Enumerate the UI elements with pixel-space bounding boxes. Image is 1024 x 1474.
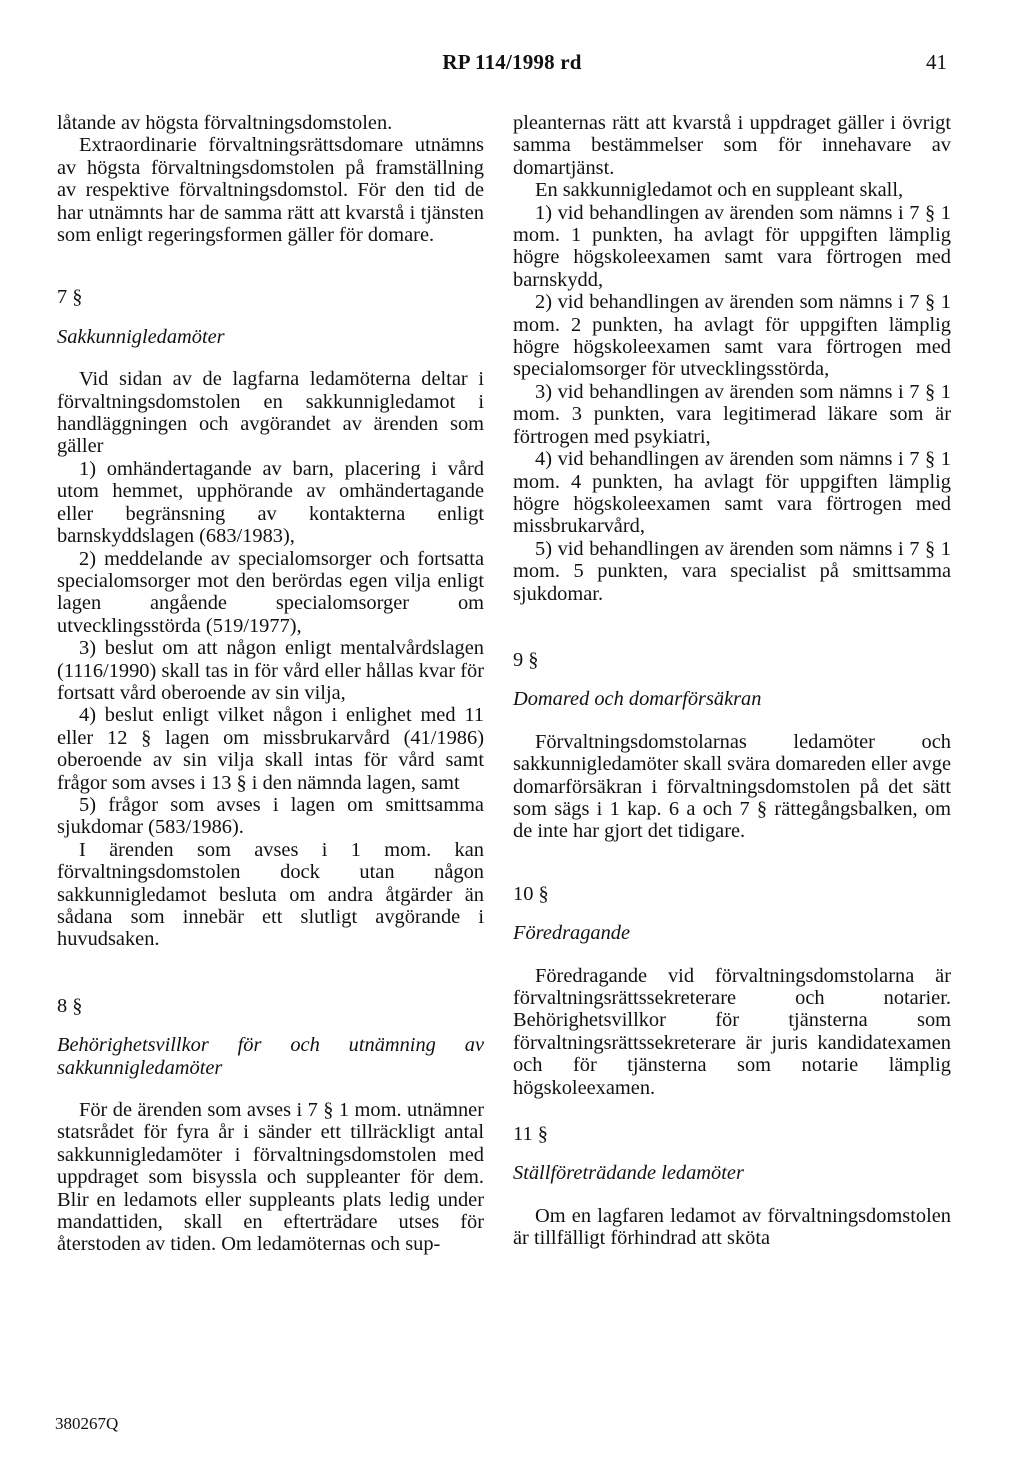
- section-title: Ställföreträdande ledamöter: [513, 1162, 744, 1185]
- list-item: 1) omhändertagande av barn, placering i vård utom hemmet, upphörande av omhändertagande eller begränsning av kontakterna enligt barnskyddslagen (683/1983),: [57, 457, 484, 548]
- page-number: 41: [926, 50, 947, 74]
- paragraph: Om en lagfaren ledamot av förvaltningsdomstolen är tillfälligt förhindrad att sköta: [513, 1204, 951, 1250]
- section-title: Föredragande: [513, 922, 631, 945]
- list-item: 2) meddelande av specialomsorger och fortsatta specialomsorger mot den berördas egen vilja enligt lagen angående specialomsorger om utvecklingsstörda (519/1977),: [57, 547, 484, 637]
- paragraph: Extraordinarie förvaltningsrättsdomare utnämns av högsta förvaltningsdomstolen på framställning av respektive förvaltningsdomstol. För den tid de har utnämnts har de samma rätt att kvarstå i tjänsten som enligt regeringsformen gäller för domare.: [57, 134, 484, 247]
- left-column: [57, 112, 484, 1256]
- section-number: 11 §: [513, 1123, 548, 1146]
- paragraph: Föredragande vid förvaltningsdomstolarna är förvaltningsrättssekreterare och notarier. Behörighetsvillkor för tjänsterna som förvaltningsrättssekreterare är juris kandidatexamen och för tjänsterna som notarie lämplig högskoleexamen.: [513, 964, 951, 1099]
- section-number: 8 §: [57, 994, 83, 1017]
- paragraph: Förvaltningsdomstolarnas ledamöter och sakkunnigledamöter skall svära domareden eller avge domarförsäkran i förvaltningsdomstolen på det sätt som sägs i 1 kap. 6 a och 7 § rättegångsbalken, om de inte har gjort det tidigare.: [513, 730, 951, 843]
- section-8-heading: [57, 995, 484, 1079]
- document-code: 380267Q: [55, 1414, 119, 1433]
- list-item: 2) vid behandlingen av ärenden som nämns i 7 § 1 mom. 2 punkten, ha avlagt för uppgiften lämplig högre högskoleexamen samt vara förtrogen med specialomsorger för utvecklingsstörda,: [513, 291, 951, 381]
- page-header: [0, 50, 1024, 80]
- section-10-heading: [513, 883, 951, 945]
- section-title: Domared och domarförsäkran: [513, 688, 762, 711]
- section-title: Behörighetsvillkor för och utnämning av sakkunnigledamöter: [57, 1034, 484, 1079]
- paragraph: Vid sidan av de lagfarna ledamöterna deltar i förvaltningsdomstolen en sakkunnigledamot i handläggningen och avgörandet av ärenden som gäller: [57, 368, 484, 458]
- list-item: 4) beslut enligt vilket någon i enlighet med 11 eller 12 § lagen om missbrukarvård (41/1986) oberoende av sin vilja skall intas för vård samt frågor som avses i 13 § i den nämnda lagen, samt: [57, 704, 484, 794]
- list-item: 3) beslut om att någon enligt mentalvårdslagen (1116/1990) skall tas in för vård eller hållas kvar för fortsatt vård oberoende av sin vilja,: [57, 637, 484, 704]
- list-item: 5) vid behandlingen av ärenden som nämns i 7 § 1 mom. 5 punkten, vara specialist på smittsamma sjukdomar.: [513, 537, 951, 605]
- paragraph: För de ärenden som avses i 7 § 1 mom. utnämner statsrådet för fyra år i sänder ett tillräckligt antal sakkunnigledamöter i förvaltningsdomstolen med uppdraget som bisyssla och suppleanter för dem. Blir en ledamots eller suppleants plats ledig under mandattiden, skall en efterträdare utses för återstoden av tiden. Om ledamöternas och sup-: [57, 1099, 484, 1256]
- section-7-heading: [57, 286, 484, 348]
- list-item: 4) vid behandlingen av ärenden som nämns i 7 § 1 mom. 4 punkten, ha avlagt för uppgiften lämplig högre högskoleexamen samt vara förtrogen med missbrukarvård,: [513, 448, 951, 538]
- section-9-heading: [513, 649, 951, 711]
- section-title: Sakkunnigledamöter: [57, 325, 225, 348]
- list-item: 1) vid behandlingen av ärenden som nämns i 7 § 1 mom. 1 punkten, ha avlagt för uppgiften lämplig högre högskoleexamen samt vara förtrogen med barnskydd,: [513, 201, 951, 291]
- running-head: RP 114/1998 rd: [442, 50, 582, 74]
- paragraph: pleanternas rätt att kvarstå i uppdraget gäller i övrigt samma bestämmelser som för innehavare av domartjänst.: [513, 112, 951, 179]
- paragraph: I ärenden som avses i 1 mom. kan förvaltningsdomstolen dock utan någon sakkunnigledamot besluta om andra åtgärder än sådana som innebär ett slutligt avgörande i huvudsaken.: [57, 838, 484, 951]
- section-11-heading: [513, 1123, 951, 1185]
- right-column: [513, 112, 951, 1250]
- section-number: 10 §: [513, 882, 549, 905]
- list-item: 3) vid behandlingen av ärenden som nämns i 7 § 1 mom. 3 punkten, vara legitimerad läkare som är förtrogen med psykiatri,: [513, 380, 951, 448]
- paragraph: låtande av högsta förvaltningsdomstolen.: [57, 112, 393, 134]
- paragraph: En sakkunnigledamot och en suppleant skall,: [535, 179, 904, 202]
- section-number: 9 §: [513, 648, 539, 671]
- section-number: 7 §: [57, 286, 83, 309]
- list-item: 5) frågor som avses i lagen om smittsamma sjukdomar (583/1986).: [57, 793, 484, 839]
